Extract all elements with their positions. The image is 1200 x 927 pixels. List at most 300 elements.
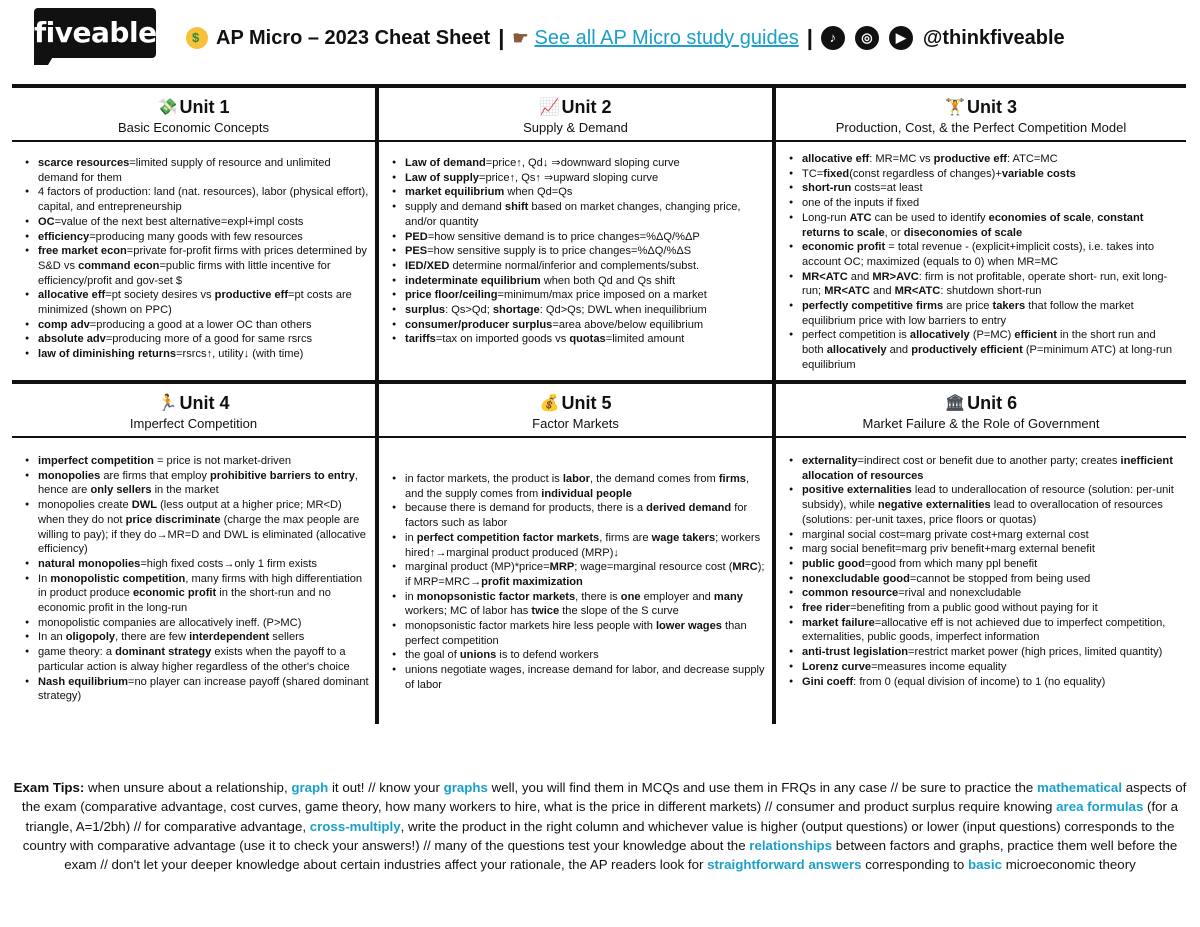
bullet-text: , <box>1091 211 1098 224</box>
bullet-text: fixed <box>823 167 850 180</box>
bullet-item <box>786 211 1180 240</box>
bullet-text: price floor/ceiling <box>405 289 498 302</box>
unit-subtitle: Production, Cost, & the Perfect Competition Model <box>835 120 1127 135</box>
bullet-text: perfect competition is <box>802 329 910 342</box>
bullet-item <box>389 230 766 245</box>
tips-text: basic <box>968 857 1003 873</box>
bullet-text: In <box>38 572 51 585</box>
bullet-item <box>389 303 766 318</box>
bullet-text: common resource <box>802 587 899 600</box>
bullet-item <box>22 318 369 333</box>
money-bag-icon: 💰 <box>539 395 560 412</box>
unit-title <box>776 96 1186 118</box>
bullet-text: natural monopolies <box>38 557 141 570</box>
bullet-text: =tax on imported goods vs <box>435 333 570 346</box>
unit-title-text: Unit 4 <box>179 392 230 413</box>
bullet-item <box>389 318 766 333</box>
tiktok-icon[interactable]: ♪ <box>821 26 845 50</box>
bullet-text: in <box>405 590 417 603</box>
bullet-text: imperfect competition <box>38 455 154 467</box>
bullet-text: ); if MRP=MRC→ <box>405 561 765 588</box>
bullet-text: monopsonistic factor markets <box>416 590 576 603</box>
tips-text: , write the product in the right column and whichever value is higher (output questions) or lower (input questions) corresponds to the country with comparative advantage (use it to check your answers!) // many of the questions test your knowledge about the <box>22 818 1175 853</box>
bullet-text: MRP <box>549 561 575 574</box>
bullet-text: when Qd=Qs <box>504 186 573 199</box>
bullet-item <box>22 557 369 572</box>
bullet-text: than perfect competition <box>405 620 747 647</box>
bullet-text: the slope of the S curve <box>559 605 679 618</box>
tips-text: relationships <box>749 837 833 853</box>
bullet-text: (P=MC) <box>969 329 1015 342</box>
separator: | <box>498 25 505 50</box>
bullet-item <box>786 616 1180 645</box>
bullet-item <box>22 675 369 704</box>
bullet-text: for factors such as labor <box>405 502 748 530</box>
bullet-text: =rival and nonexcludable <box>898 587 1022 600</box>
tips-text: graphs <box>443 780 488 795</box>
bullet-text: MR<ATC <box>824 285 870 298</box>
bullet-text: law of diminishing returns <box>38 348 177 361</box>
bullet-text: =measures income equality <box>871 660 1007 673</box>
bullet-item <box>786 270 1180 299</box>
separator: | <box>806 25 813 50</box>
tips-text: graph <box>291 780 329 795</box>
bullet-text: , there are few <box>115 631 190 644</box>
bullet-text: (less output at a higher price; MR<D) when they do not <box>38 499 342 526</box>
bullet-item <box>786 557 1180 572</box>
bullet-text: price discriminate <box>125 513 221 526</box>
bullet-text: =public firms with little incentive for efficiency/profit and gov-set $ <box>38 259 331 287</box>
bullet-item <box>786 675 1180 690</box>
bullet-text: the goal of <box>405 649 460 662</box>
bullet-text: =minimum/max price imposed on a market <box>497 289 707 302</box>
bullet-text: =no player can increase payoff (shared dominant strategy) <box>38 675 369 703</box>
bullet-text: (charge the max people are willing to pay); if they do→MR=D and DWL is eliminated (allocative efficiency) <box>38 513 366 556</box>
bullet-text: =price↑, Qd↓ ⇒downward sloping curve <box>485 157 680 169</box>
bullet-text: Gini coeff <box>802 675 854 688</box>
bullet-text: =rsrcs↑, utility↓ (with time) <box>176 348 304 361</box>
bullet-text: monopolies <box>38 469 101 482</box>
bullet-item <box>22 454 369 469</box>
bullet-text: externality <box>802 455 858 467</box>
tips-text: when unsure about a relationship, <box>84 780 292 795</box>
unit-3-cell <box>776 88 1186 380</box>
bullet-text: scarce resources <box>38 157 130 169</box>
unit-subtitle: Basic Economic Concepts <box>117 120 269 135</box>
bullet-text: =producing more of a good for same rsrcs <box>105 333 313 346</box>
bullet-text: oligopoly <box>65 631 116 644</box>
bullet-text: =producing many goods with few resources <box>89 230 303 243</box>
bullet-text: Long-run <box>802 211 850 224</box>
bullet-item <box>22 288 369 317</box>
unit-title-text: Unit 5 <box>561 392 612 413</box>
bullet-text: economies of scale <box>988 211 1092 224</box>
bullet-text: perfect competition factor markets <box>416 531 600 544</box>
bullet-text: firms <box>718 473 746 485</box>
bullet-text: lead to underallocation of resource (solution: per-unit subsidy), while <box>802 484 1174 512</box>
unit-6-cell <box>776 384 1186 724</box>
bullet-text: that follow the market equilibrium price with low barriers to entry <box>802 300 1134 327</box>
tips-text: it out! // know your <box>328 780 444 795</box>
bullet-item <box>389 648 766 663</box>
bullet-text: allocative eff <box>38 289 106 302</box>
bullet-text: : ATC=MC <box>1007 153 1058 165</box>
bullet-text: : from 0 (equal division of income) to 1 (no equality) <box>853 675 1106 688</box>
unit-5-cell <box>379 384 772 724</box>
bullet-text: MR>AVC <box>872 270 919 283</box>
bullet-text: Lorenz curve <box>802 660 872 673</box>
bullet-text: unions <box>459 649 497 662</box>
bullet-text: MR<ATC <box>802 270 848 283</box>
bullet-text: many <box>713 590 743 603</box>
bullet-text: costs=at least <box>851 182 923 195</box>
bullet-item <box>389 332 766 347</box>
bullet-item <box>22 332 369 347</box>
bullet-item <box>786 660 1180 675</box>
bullet-text: allocatively <box>909 329 970 342</box>
bullet-text: , and the supply comes from <box>405 473 750 500</box>
bullet-item <box>22 215 369 230</box>
bullet-text: marg social benefit=marg priv benefit+marg external benefit <box>802 543 1095 556</box>
bullet-item <box>22 244 369 288</box>
bullet-text: Nash equilibrium <box>38 675 128 688</box>
bullet-text: unions negotiate wages, increase demand for labor, and decrease supply of labor <box>405 664 765 691</box>
bullet-text: allocative eff <box>802 153 870 165</box>
bullet-text: =limited amount <box>605 333 685 346</box>
tips-text: mathematical <box>1037 780 1123 795</box>
bullet-item <box>22 347 369 362</box>
bullet-text: employer and <box>640 590 714 603</box>
bullet-text: interdependent <box>189 631 270 644</box>
tips-text: between factors and graphs, practice them well before the exam // don't let your deeper knowledge about certain industries affect your rationale, the AP readers look for <box>64 837 1178 873</box>
bullet-text: economic profit <box>802 241 886 254</box>
bullet-text: supply and demand <box>405 201 505 214</box>
unit-title <box>12 96 375 118</box>
bullet-text: =area above/below equilibrium <box>552 318 704 331</box>
fiveable-logo[interactable] <box>34 8 156 58</box>
unit-title <box>12 392 375 414</box>
bullet-item <box>786 328 1180 372</box>
bullet-item <box>22 630 369 645</box>
bullet-text: =producing a good at a lower OC than others <box>89 318 312 331</box>
bullet-text: Law of demand <box>405 157 486 169</box>
bullet-text: (P=minimum ATC) at long-run equilibrium <box>802 344 1173 371</box>
bullet-text: monopolies create <box>38 499 132 512</box>
unit-header <box>12 384 375 431</box>
unit-header <box>379 384 772 431</box>
bullet-text: twice <box>531 605 560 618</box>
bullet-text: indeterminate equilibrium <box>405 274 541 287</box>
bullet-text: one of the inputs if fixed <box>802 197 920 210</box>
bullet-item <box>389 288 766 303</box>
unit-title <box>379 96 772 118</box>
unit-subtitle: Supply & Demand <box>523 120 628 135</box>
bullet-text: based on market changes, changing price, and/or quantity <box>405 201 741 228</box>
bullet-item <box>786 181 1180 196</box>
bullet-text: = total revenue - (explicit+implicit costs), i.e. takes into account OC; maximized (equals to 0) when MR=MC <box>802 241 1155 268</box>
bullet-text: monopsonistic factor markets hire less people with <box>405 620 656 633</box>
bullet-item <box>389 590 766 619</box>
logo-text-able: able <box>91 16 157 49</box>
bullet-item <box>389 171 766 186</box>
bullet-text: is to defend workers <box>496 649 599 662</box>
bullet-text: : shutdown short-run <box>940 285 1042 298</box>
bullet-text: productively efficient <box>911 344 1023 357</box>
bullet-text: profit maximization <box>481 575 583 588</box>
bullet-text: wage takers <box>651 531 716 544</box>
unit-bullet-list <box>786 152 1180 373</box>
unit-title-text: Unit 6 <box>967 392 1018 413</box>
tips-text: (for a triangle, A=1/2bh) // for comparative advantage, <box>25 799 1179 834</box>
youtube-icon[interactable]: ▶ <box>889 26 913 50</box>
bullet-item <box>786 299 1180 328</box>
bullet-text: negative externalities <box>877 499 991 512</box>
bullet-item <box>389 244 766 259</box>
tips-text: area formulas <box>1056 799 1144 815</box>
chart-icon: 📈 <box>539 99 560 116</box>
bullet-text: determine normal/inferior and complements/subst. <box>449 259 700 272</box>
bullet-text: tariffs <box>405 333 436 346</box>
bullet-text: , firms are <box>599 531 652 544</box>
unit-header <box>379 88 772 135</box>
bullet-text: =value of the next best alternative=expl+impl costs <box>54 215 304 228</box>
bullet-text: positive externalities <box>802 484 912 497</box>
tips-text: straightforward answers <box>707 857 862 873</box>
bullet-text: in the market <box>151 484 219 497</box>
bullet-item <box>389 259 766 274</box>
bullet-item <box>22 230 369 245</box>
unit-title-text: Unit 1 <box>179 96 230 117</box>
unit-title <box>379 392 772 414</box>
bullet-text: =benefiting from a public good without paying for it <box>850 602 1098 615</box>
bullet-text: TC= <box>802 167 824 180</box>
page-title: AP Micro – 2023 Cheat Sheet <box>216 26 491 49</box>
bullet-text: and <box>869 285 895 298</box>
unit-divider <box>12 436 375 438</box>
unit-bullet-list <box>22 156 369 362</box>
bullet-text: , there is <box>575 590 621 603</box>
bullet-item <box>389 472 766 501</box>
tips-text: well, you will find them in MCQs and use them in FRQs in any case // be sure to practice the <box>487 780 1038 795</box>
bullet-text: =pt costs are minimized (shown on PPC) <box>38 289 352 317</box>
bullet-text: =high fixed costs→only 1 firm exists <box>140 557 317 570</box>
unit-1-cell <box>12 88 375 380</box>
bullet-text: diseconomies of scale <box>903 226 1023 239</box>
bullet-text: inefficient allocation of resources <box>802 455 1173 482</box>
bullet-text: OC <box>38 215 55 228</box>
bullet-text: , or <box>884 226 904 239</box>
bullet-text: are price <box>943 300 993 313</box>
unit-title-text: Unit 2 <box>561 96 612 117</box>
units-grid <box>12 84 1186 724</box>
bullet-text: absolute adv <box>38 333 106 346</box>
bullet-item <box>389 619 766 648</box>
bullet-text: : MR=MC vs <box>869 153 934 165</box>
bullet-text: market equilibrium <box>405 186 505 199</box>
bullet-text: efficient <box>1014 329 1057 342</box>
bullet-item <box>786 542 1180 557</box>
bullet-item <box>786 483 1180 527</box>
bullet-text: shortage <box>492 304 540 317</box>
bullet-item <box>389 185 766 200</box>
bullet-item <box>22 469 369 498</box>
bullet-text: market failure <box>802 616 875 629</box>
unit-bullet-list <box>389 472 766 693</box>
bullet-text: PED <box>405 230 428 243</box>
unit-header <box>12 88 375 135</box>
bullet-text: dominant strategy <box>115 646 212 659</box>
tips-text: Exam Tips: <box>13 780 85 795</box>
runner-icon: 🏃 <box>157 395 178 412</box>
bullet-text: MR<ATC <box>894 285 941 298</box>
bullet-item <box>389 560 766 589</box>
bullet-item <box>389 531 766 560</box>
bullet-text: IED/XED <box>405 259 450 272</box>
unit-title <box>776 392 1186 414</box>
bullet-text: ATC <box>849 211 872 224</box>
weightlifter-icon: 🏋 <box>945 99 965 116</box>
bullet-text: exists when the payoff to a particular action is alway higher regardless of the other's choice <box>38 646 350 673</box>
bullet-text: when both Qd and Qs shift <box>540 274 676 287</box>
bullet-item <box>22 572 369 616</box>
bullet-text: allocatively <box>826 344 887 357</box>
bullet-text: free market econ <box>38 245 127 258</box>
bullet-item <box>389 156 766 171</box>
unit-divider <box>776 140 1186 142</box>
bullet-text: : Qs>Qd; <box>445 304 493 317</box>
bullet-item <box>22 498 369 557</box>
bullet-item <box>389 274 766 289</box>
bullet-text: takers <box>992 300 1026 313</box>
bullet-text: consumer/producer surplus <box>405 318 553 331</box>
tips-text: microeconomic theory <box>1002 857 1136 873</box>
bullet-text: In an <box>38 631 66 644</box>
bullet-text: perfectly competitive firms <box>802 300 944 313</box>
bullet-item <box>22 156 369 185</box>
unit-divider <box>776 436 1186 438</box>
unit-4-cell <box>12 384 375 724</box>
bullet-text: shift <box>504 201 529 214</box>
bullet-text: and <box>886 344 912 357</box>
unit-bullet-list <box>22 454 369 704</box>
bullet-text: only sellers <box>90 484 152 497</box>
bullet-text: economic profit <box>132 587 217 600</box>
bullet-text: =price↑, Qs↑ ⇒upward sloping curve <box>478 171 659 184</box>
bullet-text: prohibitive barriers to entry <box>210 469 355 482</box>
bullet-item <box>22 185 369 214</box>
bullet-item <box>786 572 1180 587</box>
bullet-text: sellers <box>269 631 305 644</box>
social-handle[interactable]: @thinkfiveable <box>922 26 1065 49</box>
instagram-icon[interactable]: ◎ <box>855 26 879 50</box>
government-icon: 🏛 <box>944 395 966 412</box>
bullet-text: MRC <box>732 561 758 574</box>
bullet-text: in the short run and both <box>802 329 1156 357</box>
bullet-text: efficiency <box>38 230 90 243</box>
pointing-hand-icon: ☛ <box>512 27 529 48</box>
bullet-text: constant returns to scale <box>802 211 1144 239</box>
tips-text: aspects of the exam (comparative advantage, cost curves, game theory, how many workers to hire, what is the price in different markets) // consumer and product surplus require knowing <box>21 780 1187 815</box>
study-guides-link[interactable]: See all AP Micro study guides <box>534 26 799 49</box>
bullet-text: are firms that employ <box>100 469 211 482</box>
bullet-text: DWL <box>131 499 157 512</box>
bullet-text: : firm is not profitable, operate short- run, exit long-run; <box>802 270 1168 298</box>
unit-bullet-list <box>786 454 1180 689</box>
bullet-item <box>786 528 1180 543</box>
bullet-text: in factor markets, the product is <box>405 473 563 485</box>
bullet-text: monopolistic companies are allocatively ineff. (P>MC) <box>38 616 302 629</box>
title-line <box>186 22 1065 54</box>
bullet-text: workers; MC of labor has <box>405 605 532 618</box>
bullet-text: variable costs <box>1001 167 1076 180</box>
bullet-text: and <box>847 270 873 283</box>
bullet-text: in the short-run and no economic profit in the long-run <box>38 587 331 615</box>
unit-subtitle: Factor Markets <box>532 416 619 431</box>
bullet-text: in <box>405 531 417 544</box>
bullet-text: labor <box>562 473 590 485</box>
bullet-text: marginal social cost=marg private cost+marg external cost <box>802 528 1089 541</box>
bullet-text: =cannot be stopped from being used <box>909 572 1091 585</box>
bullet-item <box>22 616 369 631</box>
logo-text-five: five <box>34 16 92 49</box>
tips-text: corresponding to <box>861 857 968 873</box>
bullet-item <box>786 586 1180 601</box>
bullet-item <box>786 601 1180 616</box>
bullet-item <box>786 152 1180 167</box>
money-icon: 💸 <box>157 99 178 116</box>
bullet-text: =good from which many ppl benefit <box>864 557 1038 570</box>
bullet-text: ; wage=marginal resource cost ( <box>574 561 733 574</box>
bullet-text: Law of supply <box>405 171 479 184</box>
unit-subtitle: Imperfect Competition <box>129 416 258 431</box>
bullet-text: productive eff <box>933 153 1007 165</box>
header <box>0 0 1200 80</box>
bullet-text: game theory: a <box>38 646 116 659</box>
bullet-text: = price is not market-driven <box>153 455 292 467</box>
bullet-text: =allocative eff is not achieved due to imperfect competition, externalities, public goods, imperfect information <box>802 616 1166 644</box>
bullet-text: =private for-profit firms with prices determined by S&D vs <box>38 245 367 272</box>
unit-divider <box>379 140 772 142</box>
bullet-text: =limited supply of resource and unlimited demand for them <box>38 157 331 184</box>
bullet-text: can be used to identify <box>871 211 989 224</box>
bullet-item <box>786 240 1180 269</box>
bullet-item <box>786 645 1180 660</box>
bullet-text: , hence are <box>38 469 358 497</box>
bullet-text: command econ <box>78 259 160 272</box>
bullet-text: ; workers hired↑→marginal product produced (MRP)↓ <box>405 531 761 559</box>
bullet-text: anti-trust legislation <box>802 646 909 659</box>
bullet-item <box>786 196 1180 211</box>
bullet-item <box>786 454 1180 483</box>
bullet-item <box>22 645 369 674</box>
bullet-text: comp adv <box>38 318 90 331</box>
tips-text: cross-multiply <box>309 818 401 834</box>
bullet-text: =pt society desires vs <box>105 289 215 302</box>
exam-tips <box>12 778 1188 874</box>
bullet-text: (const regardless of changes)+ <box>849 167 1002 180</box>
bullet-text: 4 factors of production: land (nat. resources), labor (physical effort), capital, and entrepreneurship <box>38 186 369 214</box>
bullet-text: surplus <box>405 304 446 317</box>
bullet-text: lower wages <box>655 620 722 633</box>
bullet-text: =how sensitive demand is to price changes=%ΔQ/%ΔP <box>427 230 700 243</box>
logo-pointer <box>34 55 54 65</box>
bullet-text: short-run <box>802 182 852 195</box>
bullet-text: , the demand comes from <box>589 473 719 485</box>
bullet-text: derived demand <box>646 502 732 515</box>
money-face-icon <box>186 27 208 49</box>
bullet-text: monopolistic competition <box>50 572 186 585</box>
bullet-text: , many firms with high differentiation in product produce <box>38 572 363 600</box>
